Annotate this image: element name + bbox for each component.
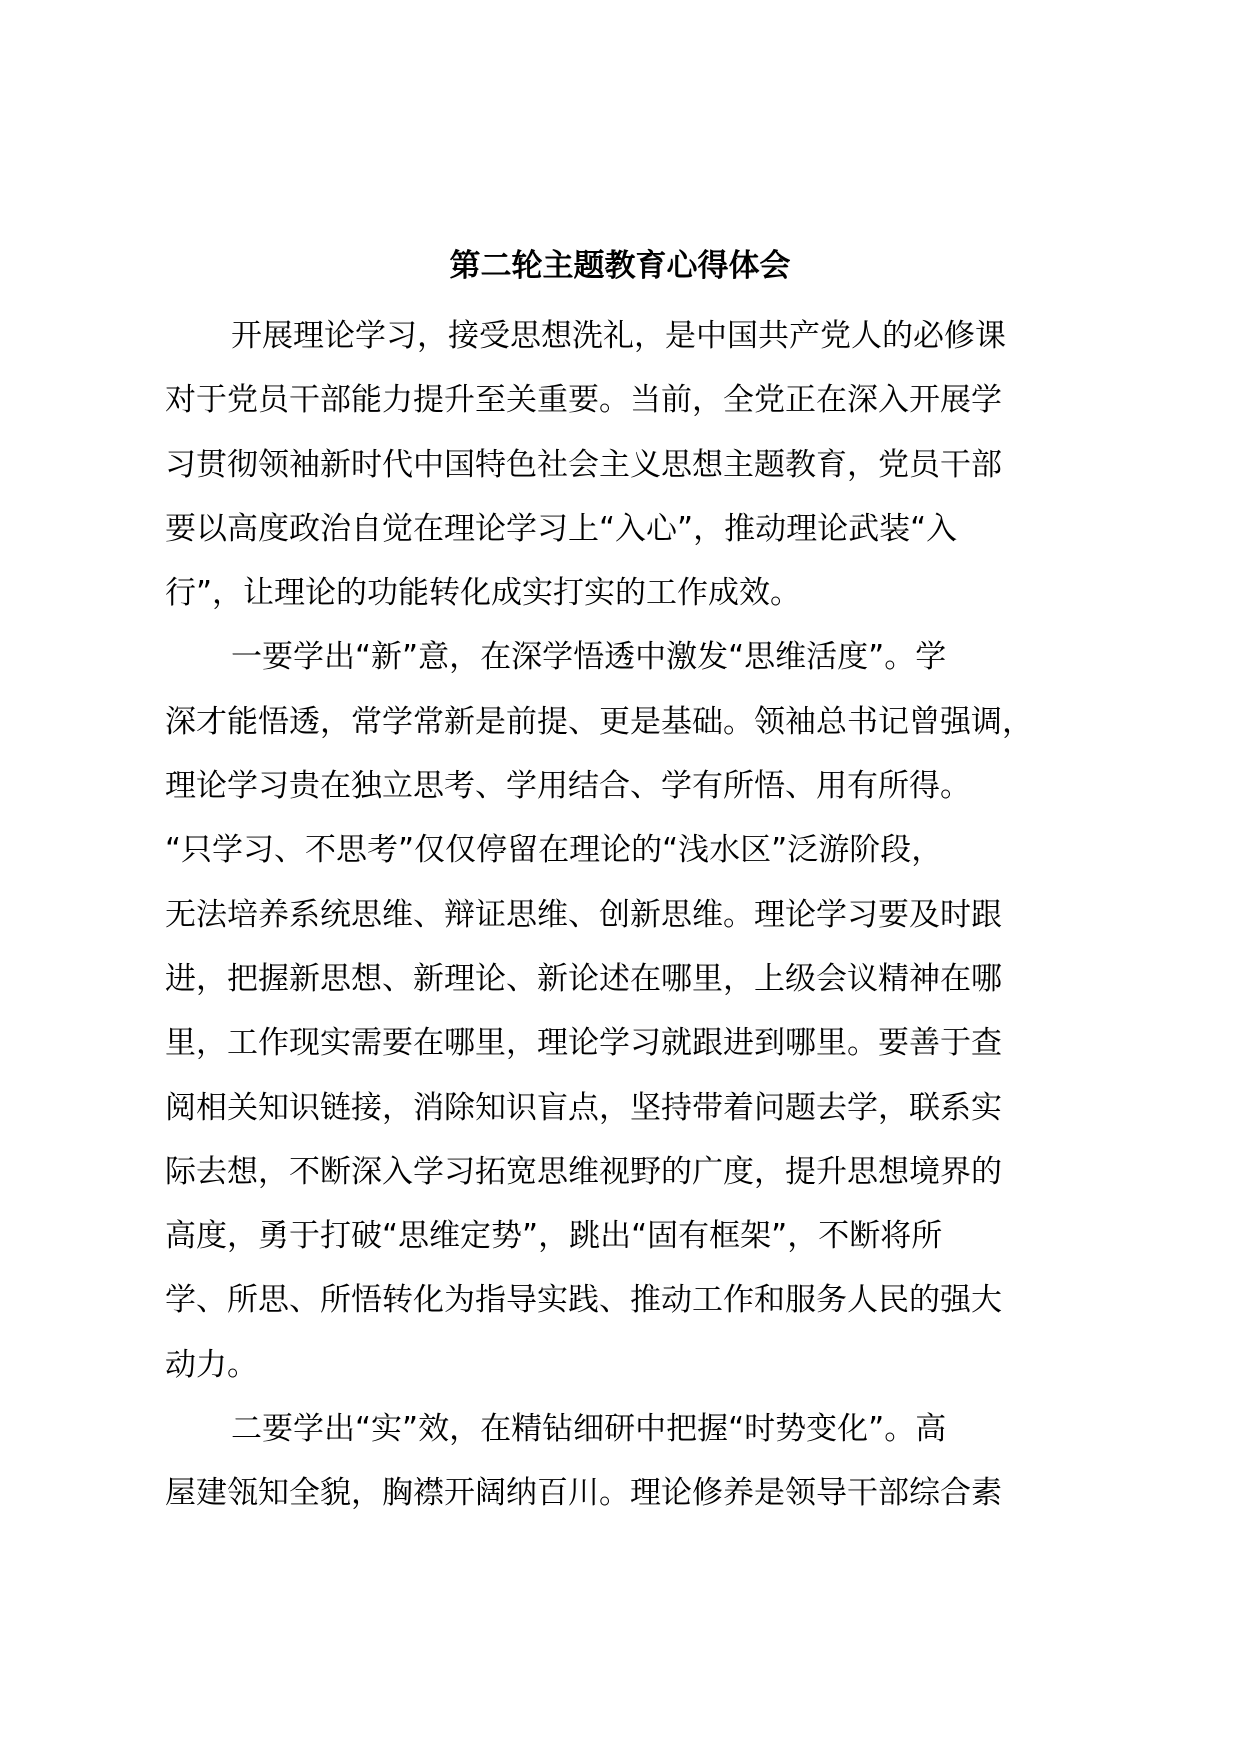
document-body [165,304,1115,1526]
text-line: 一要学出“新”意，在深学悟透中激发“思维活度”。学 [231,639,947,676]
text-line: 里，工作现实需要在哪里，理论学习就跟进到哪里。要善于查 [165,1025,1002,1062]
text-line: 行”，让理论的功能转化成实打实的工作成效。 [165,575,802,612]
text-line: 理论学习贵在独立思考、学用结合、学有所悟、用有所得。 [165,768,971,805]
text-line: 屋建瓴知全貌，胸襟开阔纳百川。理论修养是领导干部综合素 [165,1475,1002,1512]
text-line: 阅相关知识链接，消除知识盲点，坚持带着问题去学，联系实 [165,1089,1002,1126]
text-line: 动力。 [165,1346,258,1383]
text-line: “只学习、不思考”仅仅停留在理论的“浅水区”泛游阶段， [165,832,943,869]
text-line: 际去想，不断深入学习拓宽思维视野的广度，提升思想境界的 [165,1153,1002,1190]
document-title: 第二轮主题教育心得体会 [449,248,791,284]
text-line: 深才能悟透，常学常新是前提、更是基础。领袖总书记曾强调， [165,703,1033,740]
text-line: 要以高度政治自觉在理论学习上“入心”，推动理论武装“入 [165,510,958,547]
text-line: 进，把握新思想、新理论、新论述在哪里，上级会议精神在哪 [165,960,1002,997]
text-line: 开展理论学习，接受思想洗礼，是中国共产党人的必修课 [231,318,1006,354]
text-line: 无法培养系统思维、辩证思维、创新思维。理论学习要及时跟 [165,896,1002,933]
text-line: 对于党员干部能力提升至关重要。当前，全党正在深入开展学 [165,382,1002,419]
text-line: 习贯彻领袖新时代中国特色社会主义思想主题教育，党员干部 [165,446,1002,483]
text-line: 学、所思、所悟转化为指导实践、推动工作和服务人民的强大 [165,1282,1002,1319]
text-line: 二要学出“实”效，在精钻细研中把握“时势变化”。高 [231,1411,947,1448]
text-line: 高度，勇于打破“思维定势”，跳出“固有框架”，不断将所 [165,1218,943,1255]
